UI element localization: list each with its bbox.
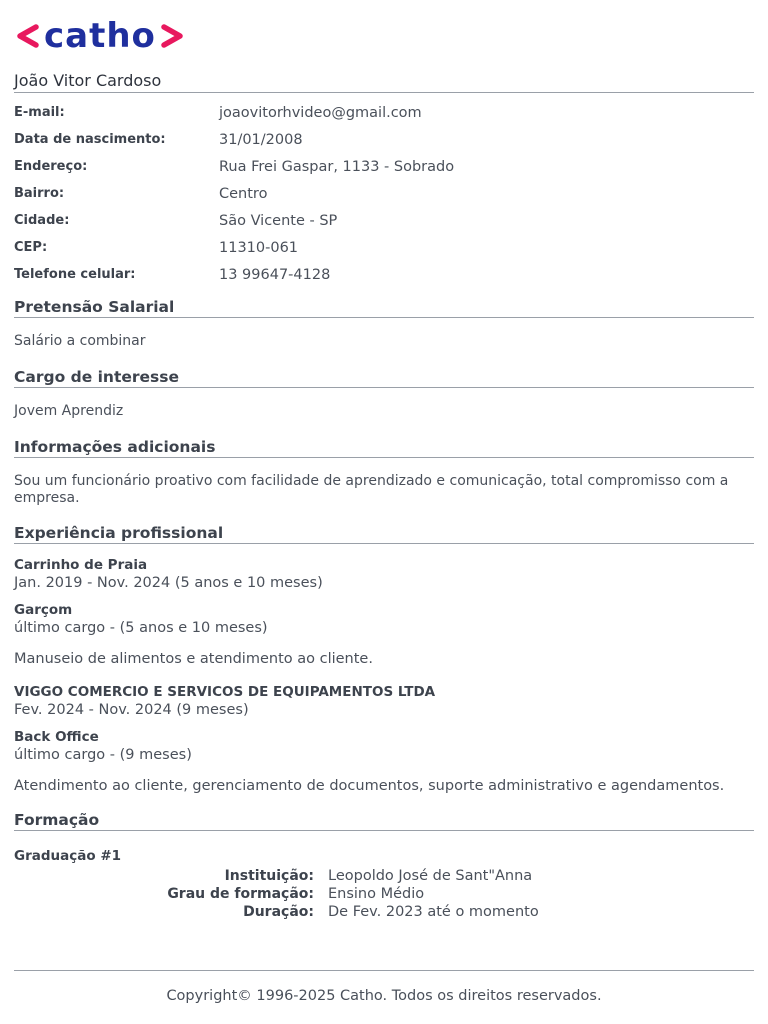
duration-value: De Fev. 2023 até o momento [328,904,539,920]
experience-description: Atendimento ao cliente, gerenciamento de documentos, suporte administrativo e agendamentos. [14,778,725,794]
personal-info-table [14,99,754,288]
education-row [14,903,754,921]
phone-value: 13 99647-4128 [219,266,331,283]
chevron-right-icon [160,24,186,48]
education-label: Grau de formação: [167,886,314,902]
salary-value: Salário a combinar [14,333,146,349]
resume-content [14,70,754,921]
zipcode-value: 11310-061 [219,239,299,256]
education-row [14,885,754,903]
footer-divider [14,970,754,971]
info-row-zipcode [14,234,754,261]
experience-period: Fev. 2024 - Nov. 2024 (9 meses) [14,702,249,718]
info-label: Cidade: [14,213,70,228]
education-details [14,867,754,921]
position-value: Jovem Aprendiz [14,403,124,419]
info-row-birthdate [14,126,754,153]
info-label: Data de nascimento: [14,132,166,147]
section-title-experience: Experiência profissional [14,524,754,544]
info-row-address [14,153,754,180]
additional-info-text: Sou um funcionário proativo com facilidade de aprendizado e comunicação, total compromisso com a empresa. [14,473,729,506]
info-label: Bairro: [14,186,65,201]
experience-role-duration: último cargo - (5 anos e 10 meses) [14,620,268,636]
degree-value: Ensino Médio [328,886,425,902]
experience-description: Manuseio de alimentos e atendimento ao cliente. [14,651,373,667]
info-label: Telefone celular: [14,267,136,282]
section-title-education: Formação [14,811,754,831]
education-entry-title: Graduação #1 [14,848,122,864]
info-row-neighborhood [14,180,754,207]
experience-company: Carrinho de Praia [14,557,148,573]
experience-period: Jan. 2019 - Nov. 2024 (5 anos e 10 meses) [14,575,323,591]
education-label: Instituição: [224,868,314,884]
experience-role-duration: último cargo - (9 meses) [14,747,192,763]
experience-role: Garçom [14,602,73,618]
candidate-name: João Vitor Cardoso [14,70,754,93]
education-label: Duração: [243,904,314,920]
birthdate-value: 31/01/2008 [219,131,303,148]
address-value: Rua Frei Gaspar, 1133 - Sobrado [219,158,455,175]
city-value: São Vicente - SP [219,212,338,229]
catho-logo [14,14,186,58]
logo-wordmark: catho [44,16,156,56]
info-label: E-mail: [14,105,65,120]
experience-company: VIGGO COMERCIO E SERVICOS DE EQUIPAMENTOS LTDA [14,684,436,700]
chevron-left-icon [14,24,40,48]
experience-item [14,684,754,795]
info-label: CEP: [14,240,48,255]
section-title-salary: Pretensão Salarial [14,298,754,318]
experience-item [14,557,754,668]
institution-value: Leopoldo José de Sant"Anna [328,868,533,884]
experience-role: Back Office [14,729,99,745]
section-title-additional: Informações adicionais [14,438,754,458]
section-title-position: Cargo de interesse [14,368,754,388]
neighborhood-value: Centro [219,185,268,202]
info-label: Endereço: [14,159,88,174]
education-row [14,867,754,885]
footer-copyright: Copyright© 1996-2025 Catho. Todos os direitos reservados. [166,988,602,1004]
info-row-phone [14,261,754,288]
email-value: joaovitorhvideo@gmail.com [219,104,422,121]
info-row-email [14,99,754,126]
info-row-city [14,207,754,234]
